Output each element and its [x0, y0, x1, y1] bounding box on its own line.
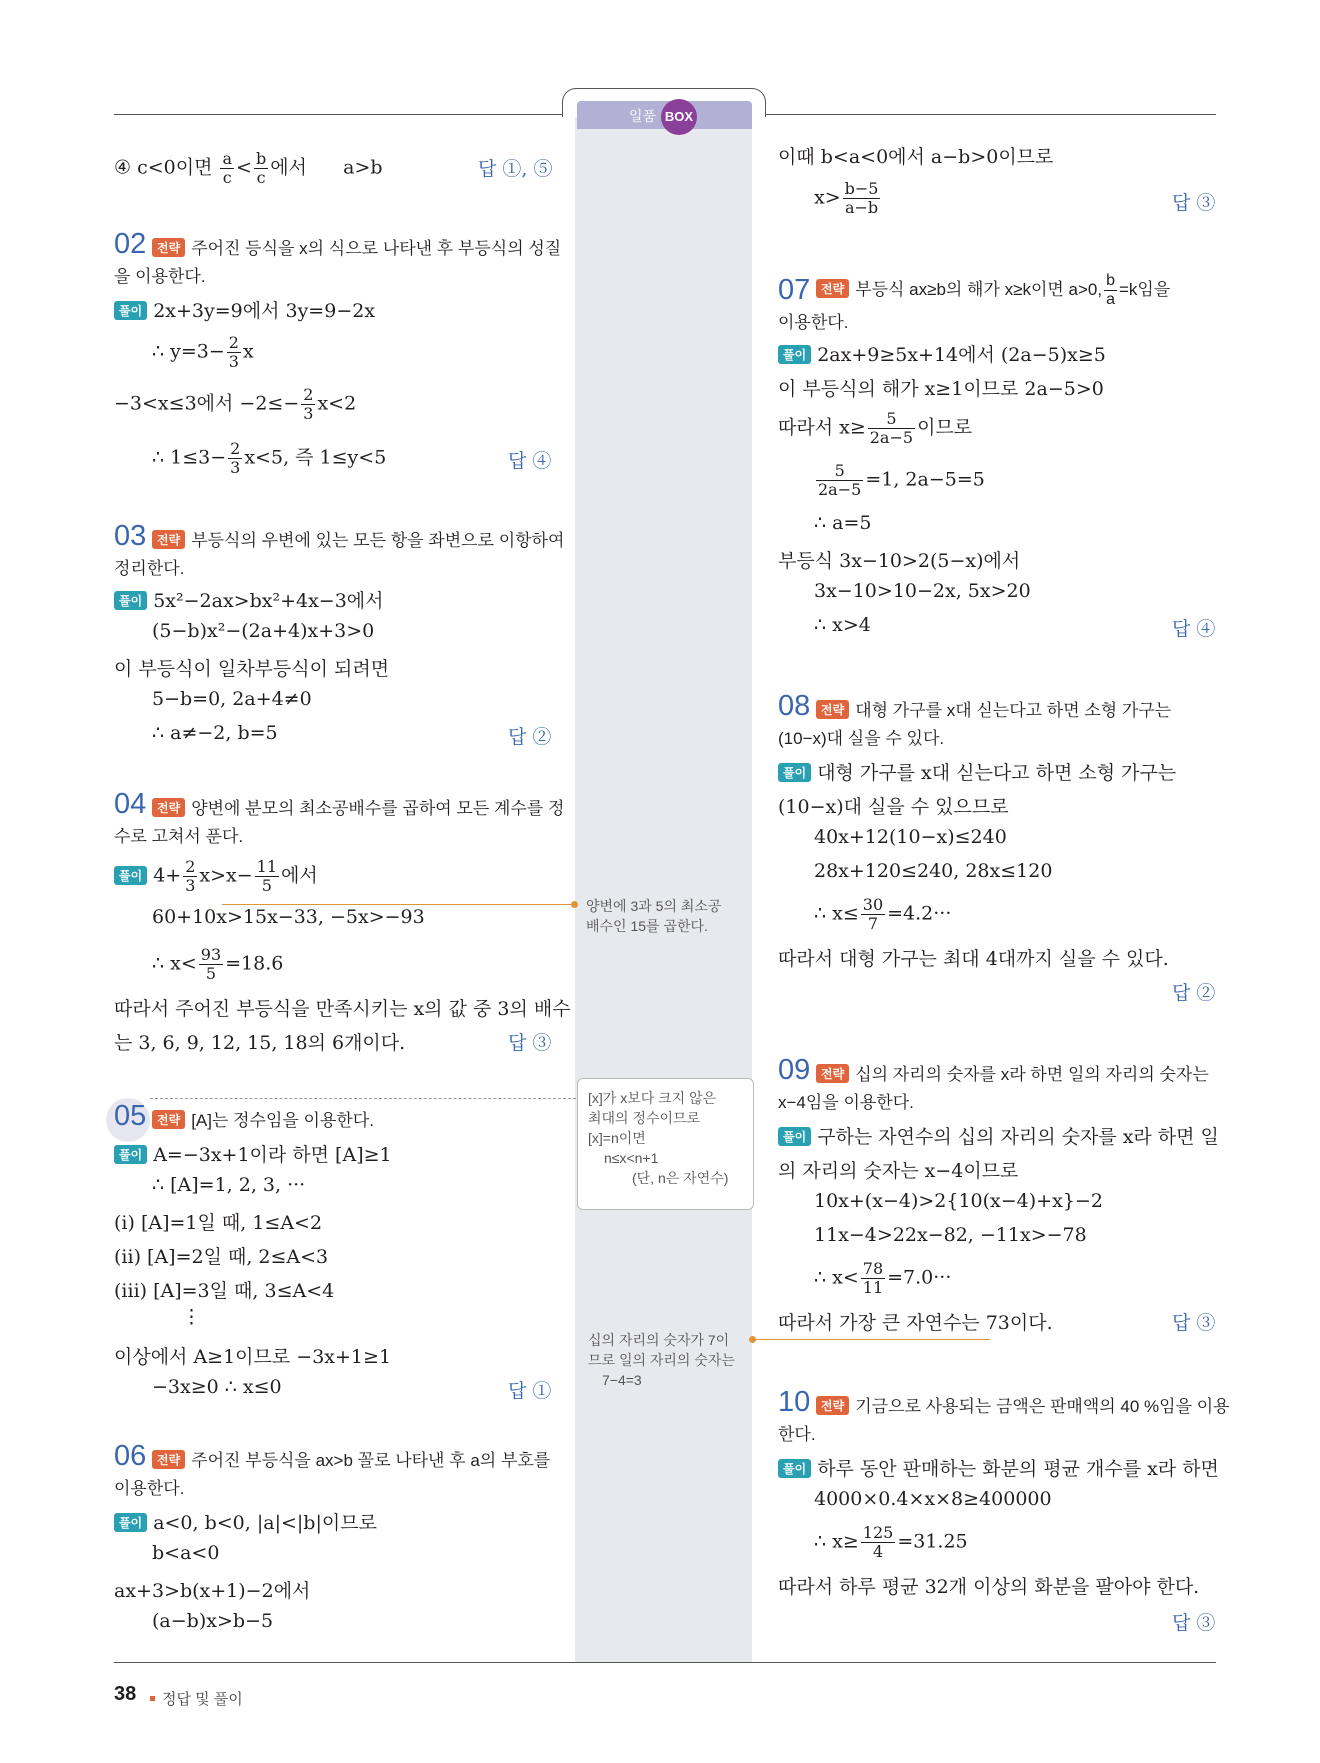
solution-line: 따라서 주어진 부등식을 만족시키는 x의 값 중 3의 배수	[114, 998, 571, 1020]
problem-number: 10	[778, 1386, 811, 1418]
strategy-text-cont: 을 이용한다.	[114, 267, 206, 286]
solution-line: (10−x)대 실을 수 있으므로	[778, 796, 1009, 818]
answer-07: 답 ④	[1172, 618, 1216, 640]
side-note-3: 십의 자리의 숫자가 7이 므로 일의 자리의 숫자는 7−4=3	[588, 1332, 735, 1388]
vertical-ellipsis: ⋮	[182, 1306, 201, 1328]
solution-line: ∴ x≤ $\frac{30}{7}$ =4.2···	[814, 895, 952, 933]
answer-05: 답 ①	[508, 1380, 552, 1402]
solution-line: ∴ [A]=1, 2, 3, ···	[152, 1174, 306, 1196]
solution-line: 따라서 대형 가구는 최대 4대까지 실을 수 있다.	[778, 948, 1169, 970]
strategy-text: 전략 양변에 분모의 최소공배수를 곱하여 모든 계수를 정	[152, 794, 564, 819]
problem-number: 02	[114, 228, 147, 260]
strategy-text: 전략 주어진 부등식을 ax>b 꼴로 나타낸 후 a의 부호를	[152, 1446, 550, 1471]
solution-line: 28x+120≤240, 28x≤120	[814, 860, 1053, 882]
solution-line: 따라서 하루 평균 32개 이상의 화분을 팔아야 한다.	[778, 1576, 1200, 1598]
strategy-text: 전략 주어진 등식을 x의 식으로 나타낸 후 부등식의 성질	[152, 234, 561, 259]
solution-line: 풀이 A=−3x+1이라 하면 [A]≥1	[114, 1140, 392, 1167]
solution-line: 부등식 3x−10>2(5−x)에서	[778, 550, 1021, 572]
strategy-text: 전략 대형 가구를 x대 싣는다고 하면 소형 가구는	[816, 696, 1171, 721]
solution-line: 따라서 가장 큰 자연수는 73이다.	[778, 1312, 1053, 1334]
problem-number: 05	[114, 1100, 147, 1132]
problem-number: 06	[114, 1440, 147, 1472]
solution-line: 풀이 대형 가구를 x대 싣는다고 하면 소형 가구는	[778, 758, 1176, 785]
solution-line: 4000×0.4×x×8≥400000	[814, 1488, 1052, 1510]
side-box-column	[575, 110, 752, 1662]
bottom-rule	[114, 1662, 1216, 1663]
answer-09: 답 ③	[1172, 1312, 1216, 1334]
solution-line: (iii) [A]=3일 때, 3≤A<4	[114, 1280, 335, 1302]
solution-line: 이때 b<a<0에서 a−b>0이므로	[778, 146, 1054, 168]
problem-number: 04	[114, 788, 147, 820]
strategy-text-cont: x−4임을 이용한다.	[778, 1093, 914, 1112]
problem-number: 07	[778, 274, 811, 306]
solution-line: −3<x≤3에서 −2≤− $\frac{2}{3}$ x<2	[114, 385, 357, 423]
solution-line: (ii) [A]=2일 때, 2≤A<3	[114, 1246, 329, 1268]
strategy-text: 전략 [A]는 정수임을 이용한다.	[152, 1106, 374, 1131]
leader-line	[754, 1339, 990, 1340]
solution-line: ∴ 1≤3− $\frac{2}{3}$ x<5, 즉 1≤y<5	[152, 439, 387, 477]
solution-line: 풀이 4+ $\frac{2}{3}$ x>x− $\frac{11}{5}$ 에서	[114, 858, 318, 895]
problem-number: 03	[114, 520, 147, 552]
frac: $\frac{b}{c}$	[255, 149, 267, 187]
strategy-text-cont: 정리한다.	[114, 559, 185, 578]
solution-line: ∴ x≥ $\frac{125}{4}$ =31.25	[814, 1523, 968, 1561]
answer-06: 답 ③	[1172, 192, 1216, 214]
solution-line: ∴ x>4	[814, 614, 871, 636]
answer-10: 답 ③	[1172, 1612, 1216, 1634]
solution-line: 40x+12(10−x)≤240	[814, 826, 1007, 848]
solution-line: −3x≥0 ∴ x≤0	[152, 1376, 282, 1398]
problem-number: 09	[778, 1054, 811, 1086]
box-badge: BOX	[661, 99, 697, 135]
side-note-1: 양변에 3과 5의 최소공 배수인 15를 곱한다.	[586, 898, 722, 934]
solution-line: (a−b)x>b−5	[152, 1610, 274, 1632]
solution-line: 3x−10>10−2x, 5x>20	[814, 580, 1031, 602]
solution-line: 는 3, 6, 9, 12, 15, 18의 6개이다.	[114, 1032, 406, 1054]
solution-line: ax+3>b(x+1)−2에서	[114, 1580, 311, 1602]
footer-label: 정답 및 풀이	[162, 1691, 243, 1708]
solution-line: 풀이 하루 동안 판매하는 화분의 평균 개수를 x라 하면	[778, 1454, 1219, 1481]
solution-line: 풀이 2ax+9≥5x+14에서 (2a−5)x≥5	[778, 340, 1106, 367]
solution-line: 10x+(x−4)>2{10(x−4)+x}−2	[814, 1190, 1103, 1212]
frac: $\frac{a}{c}$	[222, 149, 233, 187]
solution-line: (5−b)x²−(2a+4)x+3>0	[152, 620, 375, 642]
solution-line: 의 자리의 숫자는 x−4이므로	[778, 1160, 1019, 1182]
solution-line: ∴ a≠−2, b=5	[152, 722, 278, 744]
prev-line: ④ c<0이면 $\frac{a}{c}$ < $\frac{b}{c}$ 에서 a>b	[114, 149, 383, 187]
solution-line: 이 부등식의 해가 x≥1이므로 2a−5>0	[778, 378, 1104, 400]
solution-line: (i) [A]=1일 때, 1≤A<2	[114, 1212, 323, 1234]
solution-line: b<a<0	[152, 1542, 220, 1564]
strategy-text-cont: (10−x)대 실을 수 있다.	[778, 729, 945, 748]
answer-04: 답 ③	[508, 1032, 552, 1054]
solution-line: ∴ y=3− $\frac{2}{3}$ x	[152, 333, 254, 371]
solution-line: 풀이 구하는 자연수의 십의 자리의 숫자를 x라 하면 일	[778, 1122, 1219, 1149]
solution-line: 11x−4>22x−82, −11x>−78	[814, 1224, 1087, 1246]
strategy-text-cont: 한다.	[778, 1425, 816, 1444]
box-label: 일품	[629, 108, 657, 124]
strategy-text: 전략 부등식 ax≥b의 해가 x≥k이면 a>0, $\frac{b}{a}$ =k임을	[816, 272, 1170, 309]
solution-line: 풀이 a<0, b<0, |a|<|b|이므로	[114, 1508, 377, 1535]
answer-03: 답 ②	[508, 726, 552, 748]
strategy-text: 전략 부등식의 우변에 있는 모든 항을 좌변으로 이항하여	[152, 526, 564, 551]
strategy-text-cont: 이용한다.	[114, 1479, 185, 1498]
solution-line: 풀이 5x²−2ax>bx²+4x−3에서	[114, 586, 384, 613]
solution-line: 5−b=0, 2a+4≠0	[152, 688, 312, 710]
side-note-2: [x]가 x보다 크지 않은 최대의 정수이므로 [x]=n이면 n≤x<n+1 (단, n은 자연수)	[588, 1090, 729, 1186]
solution-line: ∴ a=5	[814, 512, 872, 534]
solution-line: 이상에서 A≥1이므로 −3x+1≥1	[114, 1346, 392, 1368]
leader-dot	[571, 901, 578, 908]
leader-line	[222, 904, 574, 905]
page-number: 38	[114, 1683, 137, 1705]
solution-line: ∴ x< $\frac{93}{5}$ =18.6	[152, 945, 284, 983]
solution-line: 풀이 2x+3y=9에서 3y=9−2x	[114, 296, 375, 323]
strategy-text: 전략 기금으로 사용되는 금액은 판매액의 40 %임을 이용	[816, 1392, 1230, 1417]
footer-square-icon	[150, 1696, 155, 1701]
answer-01: 답 ①, ⑤	[478, 158, 553, 180]
answer-02: 답 ④	[508, 450, 552, 472]
solution-line: 따라서 x≥ $\frac{5}{2a-5}$ 이므로	[778, 409, 973, 447]
solution-line: 이 부등식이 일차부등식이 되려면	[114, 658, 390, 680]
box-header	[577, 101, 752, 129]
solution-line: ∴ x< $\frac{78}{11}$ =7.0···	[814, 1259, 952, 1297]
problem-number: 08	[778, 690, 811, 722]
answer-08: 답 ②	[1172, 982, 1216, 1004]
solution-line: $\frac{5}{2a-5}$ =1, 2a−5=5	[818, 461, 985, 499]
strategy-text-cont: 이용한다.	[778, 313, 849, 332]
solution-line: 60+10x>15x−33, −5x>−93	[152, 906, 425, 928]
strategy-text-cont: 수로 고쳐서 푼다.	[114, 827, 244, 846]
solution-line: x> $\frac{b-5}{a-b}$	[814, 179, 879, 217]
dashed-connector	[150, 1098, 576, 1099]
strategy-text: 전략 십의 자리의 숫자를 x라 하면 일의 자리의 숫자는	[816, 1060, 1209, 1085]
